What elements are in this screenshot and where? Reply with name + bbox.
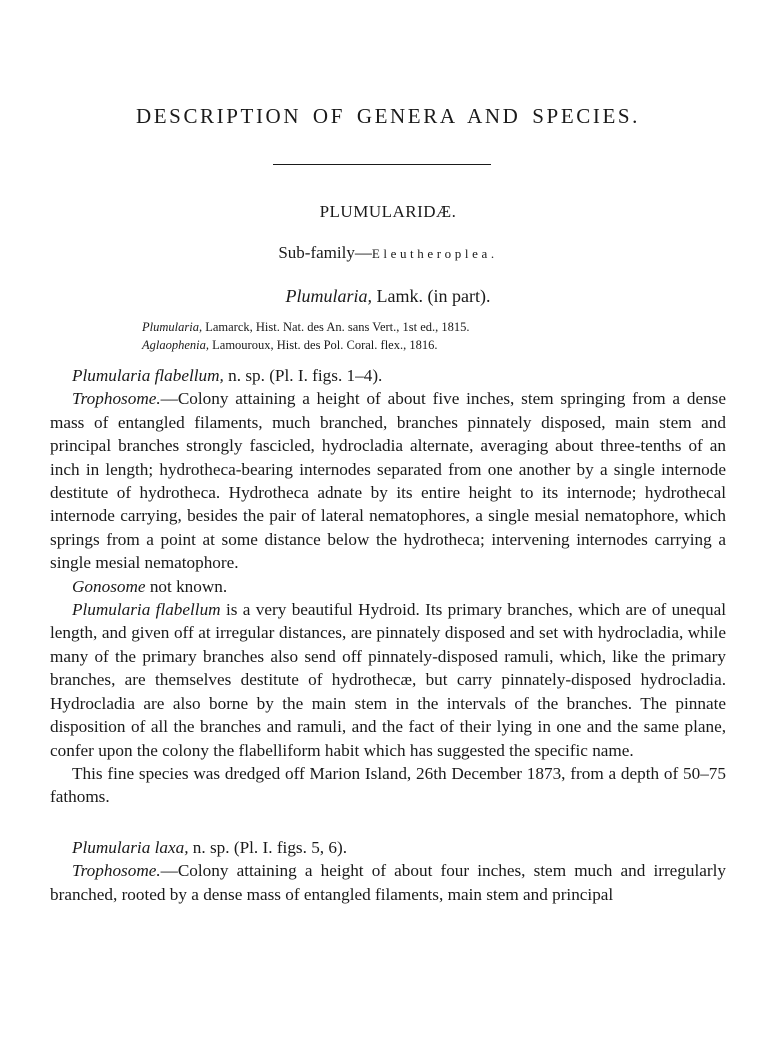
trophosome-label: Trophosome.	[72, 861, 161, 881]
locality-paragraph: This fine species was dredged off Marion Island, 26th December 1873, from a depth of 50–75 fathoms.	[50, 763, 726, 807]
synonym-entry	[142, 336, 470, 354]
species-heading	[72, 836, 726, 859]
remarks-text: is a very beautiful Hydroid. Its primary branches, which are of unequal length, and given off at irregular distances, are pinnately disposed and set with hydrocladia, while many of the primary branches also send off pinnately-disposed ramuli, which, like the primary branches, are themselves destitute of hydrothecæ, but carry pinnately-disposed hydrocladia. Hydrocladia are also borne by the main stem in the intervals of the branches. The pinnate disposition of all the branches and ramuli, and the fact of their lying in one and the same plane, confer upon the colony the flabelliform habit which has suggested the specific name.	[50, 600, 726, 760]
species-reference: n. sp. (Pl. I. figs. 5, 6).	[188, 837, 348, 857]
synonym-reference: Lamarck, Hist. Nat. des An. sans Vert., 1st ed., 1815.	[202, 320, 470, 334]
subfamily-prefix: Sub-family—	[278, 243, 372, 262]
section-gap	[50, 809, 726, 836]
species-heading	[72, 364, 726, 387]
trophosome-label: Trophosome.	[72, 389, 161, 409]
synonym-name: Plumularia,	[142, 320, 203, 334]
species-reference: n. sp. (Pl. I. figs. 1–4).	[223, 366, 383, 385]
page-title: DESCRIPTION OF GENERA AND SPECIES.	[135, 104, 641, 128]
gonosome-label: Gonosome	[72, 576, 146, 596]
species-name: Plumularia flabellum,	[72, 366, 224, 385]
gonosome-paragraph	[50, 575, 726, 598]
trophosome-paragraph	[50, 387, 726, 574]
remarks-paragraph	[50, 598, 726, 762]
title-rule	[273, 164, 491, 165]
trophosome-text: —Colony attaining a height of about four inches, stem much and irregularly branched, rooted by a dense mass of entangled filaments, main stem and principal	[50, 861, 726, 904]
gonosome-text: not known.	[145, 576, 228, 596]
genus-heading	[50, 286, 726, 307]
subfamily-name: Eleutheroplea.	[371, 246, 498, 261]
subfamily-heading	[50, 243, 726, 263]
trophosome-paragraph	[50, 859, 726, 906]
remarks-species-name: Plumularia flabellum	[72, 600, 221, 620]
species-name: Plumularia laxa,	[72, 837, 189, 857]
synonym-reference: Lamouroux, Hist. des Pol. Coral. flex., 1816.	[209, 338, 438, 352]
genus-author: Lamk. (in part).	[372, 286, 491, 306]
genus-name: Plumularia,	[285, 286, 373, 306]
trophosome-text: —Colony attaining a height of about five inches, stem springing from a dense mass of entangled filaments, much branched, branches pinnately disposed, main stem and principal branches strongly fascicled, hydrocladia alternate, averaging about three-tenths of an inch in length; hydrotheca-bearing internodes separated from one another by a single internode destitute of hydrotheca. Hydrotheca adnate by its entire height to its internode; hydrothecal internode carrying, besides the pair of lateral nematophores, a single mesial nematophore, which springs from a point at some distance below the hydrotheca; intervening internodes carrying a single mesial nematophore.	[50, 389, 726, 573]
synonymy-list	[142, 318, 470, 354]
synonym-entry	[142, 318, 470, 336]
body-text	[50, 364, 726, 906]
family-heading: PLUMULARIDÆ.	[319, 202, 457, 221]
synonym-name: Aglaophenia,	[142, 338, 210, 352]
